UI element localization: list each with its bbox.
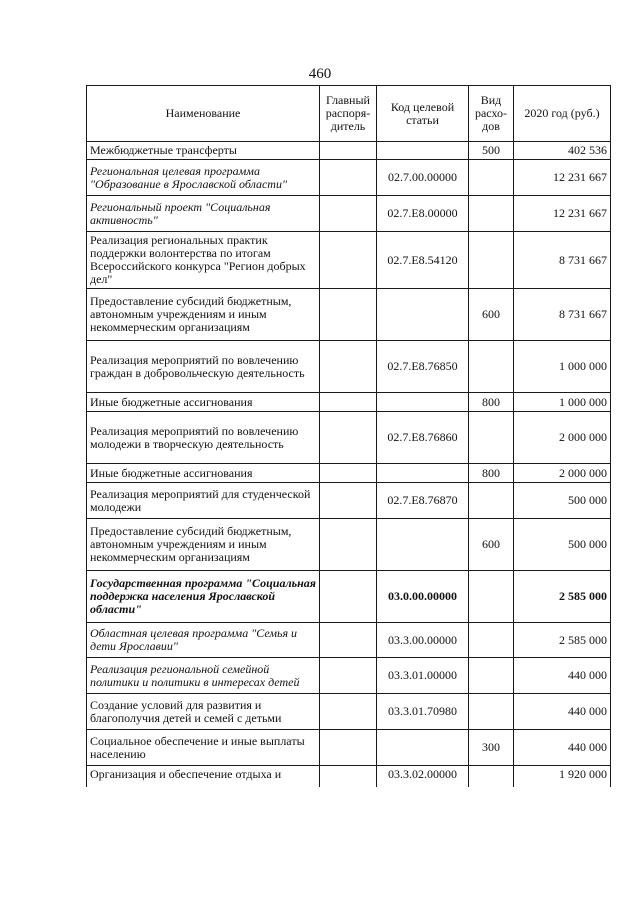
table-row — [87, 766, 611, 787]
row-code-cell — [377, 730, 469, 766]
row-amount-cell: 440 000 — [514, 658, 611, 694]
row-manager-cell — [320, 519, 377, 571]
row-manager-cell — [320, 730, 377, 766]
row-type-cell — [469, 658, 514, 694]
table-row — [87, 412, 611, 464]
row-amount-cell: 2 000 000 — [514, 464, 611, 483]
header-name: Наименование — [87, 86, 320, 142]
table-row — [87, 393, 611, 412]
row-code-cell: 02.7.E8.54120 — [377, 232, 469, 289]
row-manager-cell — [320, 694, 377, 730]
row-manager-cell — [320, 658, 377, 694]
row-name-cell: Региональный проект "Социальная активность" — [87, 196, 320, 232]
row-name-cell: Реализация региональных практик поддержки волонтерства по итогам Всероссийского конкурса "Регион добрых дел" — [87, 232, 320, 289]
budget-table — [86, 85, 611, 787]
row-amount-cell: 1 000 000 — [514, 341, 611, 393]
header-amount: 2020 год (руб.) — [514, 86, 611, 142]
row-type-cell — [469, 483, 514, 519]
row-code-cell: 03.0.00.00000 — [377, 571, 469, 623]
row-manager-cell — [320, 766, 377, 787]
row-type-cell — [469, 232, 514, 289]
row-type-cell — [469, 766, 514, 787]
row-manager-cell — [320, 341, 377, 393]
row-name-cell: Областная целевая программа "Семья и дети Ярославии" — [87, 623, 320, 658]
row-code-cell: 02.7.E8.00000 — [377, 196, 469, 232]
row-name-cell: Межбюджетные трансферты — [87, 142, 320, 160]
row-type-cell — [469, 694, 514, 730]
row-name-cell: Иные бюджетные ассигнования — [87, 464, 320, 483]
row-name-cell: Предоставление субсидий бюджетным, автономным учреждениям и иным некоммерческим организациям — [87, 519, 320, 571]
row-manager-cell — [320, 393, 377, 412]
row-code-cell: 03.3.02.00000 — [377, 766, 469, 787]
row-name-cell: Региональная целевая программа "Образование в Ярославской области" — [87, 160, 320, 196]
table-row — [87, 483, 611, 519]
row-code-cell: 03.3.00.00000 — [377, 623, 469, 658]
header-code: Код целевой статьи — [377, 86, 469, 142]
row-type-cell: 500 — [469, 142, 514, 160]
row-code-cell — [377, 464, 469, 483]
row-amount-cell: 2 000 000 — [514, 412, 611, 464]
table-row — [87, 341, 611, 393]
row-manager-cell — [320, 464, 377, 483]
table-row — [87, 289, 611, 341]
page-number: 460 — [308, 66, 332, 82]
row-name-cell: Создание условий для развития и благополучия детей и семей с детьми — [87, 694, 320, 730]
table-row — [87, 196, 611, 232]
row-amount-cell: 1 000 000 — [514, 393, 611, 412]
row-amount-cell: 402 536 — [514, 142, 611, 160]
row-type-cell: 800 — [469, 393, 514, 412]
row-code-cell: 02.7.E8.76850 — [377, 341, 469, 393]
row-manager-cell — [320, 623, 377, 658]
row-name-cell: Предоставление субсидий бюджетным, автономным учреждениям и иным некоммерческим организациям — [87, 289, 320, 341]
row-amount-cell: 8 731 667 — [514, 232, 611, 289]
row-code-cell — [377, 393, 469, 412]
row-code-cell — [377, 289, 469, 341]
row-manager-cell — [320, 196, 377, 232]
row-manager-cell — [320, 142, 377, 160]
row-amount-cell: 440 000 — [514, 730, 611, 766]
row-manager-cell — [320, 232, 377, 289]
row-name-cell: Реализация мероприятий по вовлечению граждан в добровольческую деятельность — [87, 341, 320, 393]
row-code-cell: 03.3.01.00000 — [377, 658, 469, 694]
row-code-cell: 02.7.E8.76870 — [377, 483, 469, 519]
row-type-cell: 300 — [469, 730, 514, 766]
table-row — [87, 142, 611, 160]
row-type-cell: 800 — [469, 464, 514, 483]
row-amount-cell: 1 920 000 — [514, 766, 611, 787]
table-row — [87, 519, 611, 571]
row-amount-cell: 440 000 — [514, 694, 611, 730]
table-row — [87, 464, 611, 483]
row-amount-cell: 8 731 667 — [514, 289, 611, 341]
row-type-cell: 600 — [469, 289, 514, 341]
row-manager-cell — [320, 160, 377, 196]
row-amount-cell: 12 231 667 — [514, 160, 611, 196]
row-manager-cell — [320, 412, 377, 464]
row-name-cell: Реализация региональной семейной политики и политики в интересах детей — [87, 658, 320, 694]
header-type: Вид расхо-дов — [469, 86, 514, 142]
row-name-cell: Организация и обеспечение отдыха и — [87, 766, 320, 787]
row-amount-cell: 2 585 000 — [514, 623, 611, 658]
table-row — [87, 160, 611, 196]
table-row — [87, 571, 611, 623]
row-manager-cell — [320, 289, 377, 341]
table-row — [87, 232, 611, 289]
row-name-cell: Реализация мероприятий для студенческой молодежи — [87, 483, 320, 519]
row-code-cell — [377, 519, 469, 571]
row-amount-cell: 2 585 000 — [514, 571, 611, 623]
row-type-cell — [469, 571, 514, 623]
header-manager: Главный распоря-дитель — [320, 86, 377, 142]
row-name-cell: Государственная программа "Социальная поддержка населения Ярославской области" — [87, 571, 320, 623]
table-row — [87, 694, 611, 730]
table-row — [87, 658, 611, 694]
row-name-cell: Социальное обеспечение и иные выплаты населению — [87, 730, 320, 766]
row-name-cell: Иные бюджетные ассигнования — [87, 393, 320, 412]
table-row — [87, 623, 611, 658]
row-type-cell — [469, 412, 514, 464]
row-code-cell: 02.7.00.00000 — [377, 160, 469, 196]
table-row — [87, 730, 611, 766]
row-type-cell — [469, 160, 514, 196]
row-type-cell: 600 — [469, 519, 514, 571]
table-header-row — [87, 86, 611, 142]
row-type-cell — [469, 341, 514, 393]
row-amount-cell: 500 000 — [514, 519, 611, 571]
row-amount-cell: 500 000 — [514, 483, 611, 519]
row-type-cell — [469, 623, 514, 658]
row-manager-cell — [320, 483, 377, 519]
row-amount-cell: 12 231 667 — [514, 196, 611, 232]
row-code-cell — [377, 142, 469, 160]
row-manager-cell — [320, 571, 377, 623]
row-name-cell: Реализация мероприятий по вовлечению молодежи в творческую деятельность — [87, 412, 320, 464]
row-code-cell: 03.3.01.70980 — [377, 694, 469, 730]
row-code-cell: 02.7.E8.76860 — [377, 412, 469, 464]
table-body — [87, 142, 611, 787]
row-type-cell — [469, 196, 514, 232]
